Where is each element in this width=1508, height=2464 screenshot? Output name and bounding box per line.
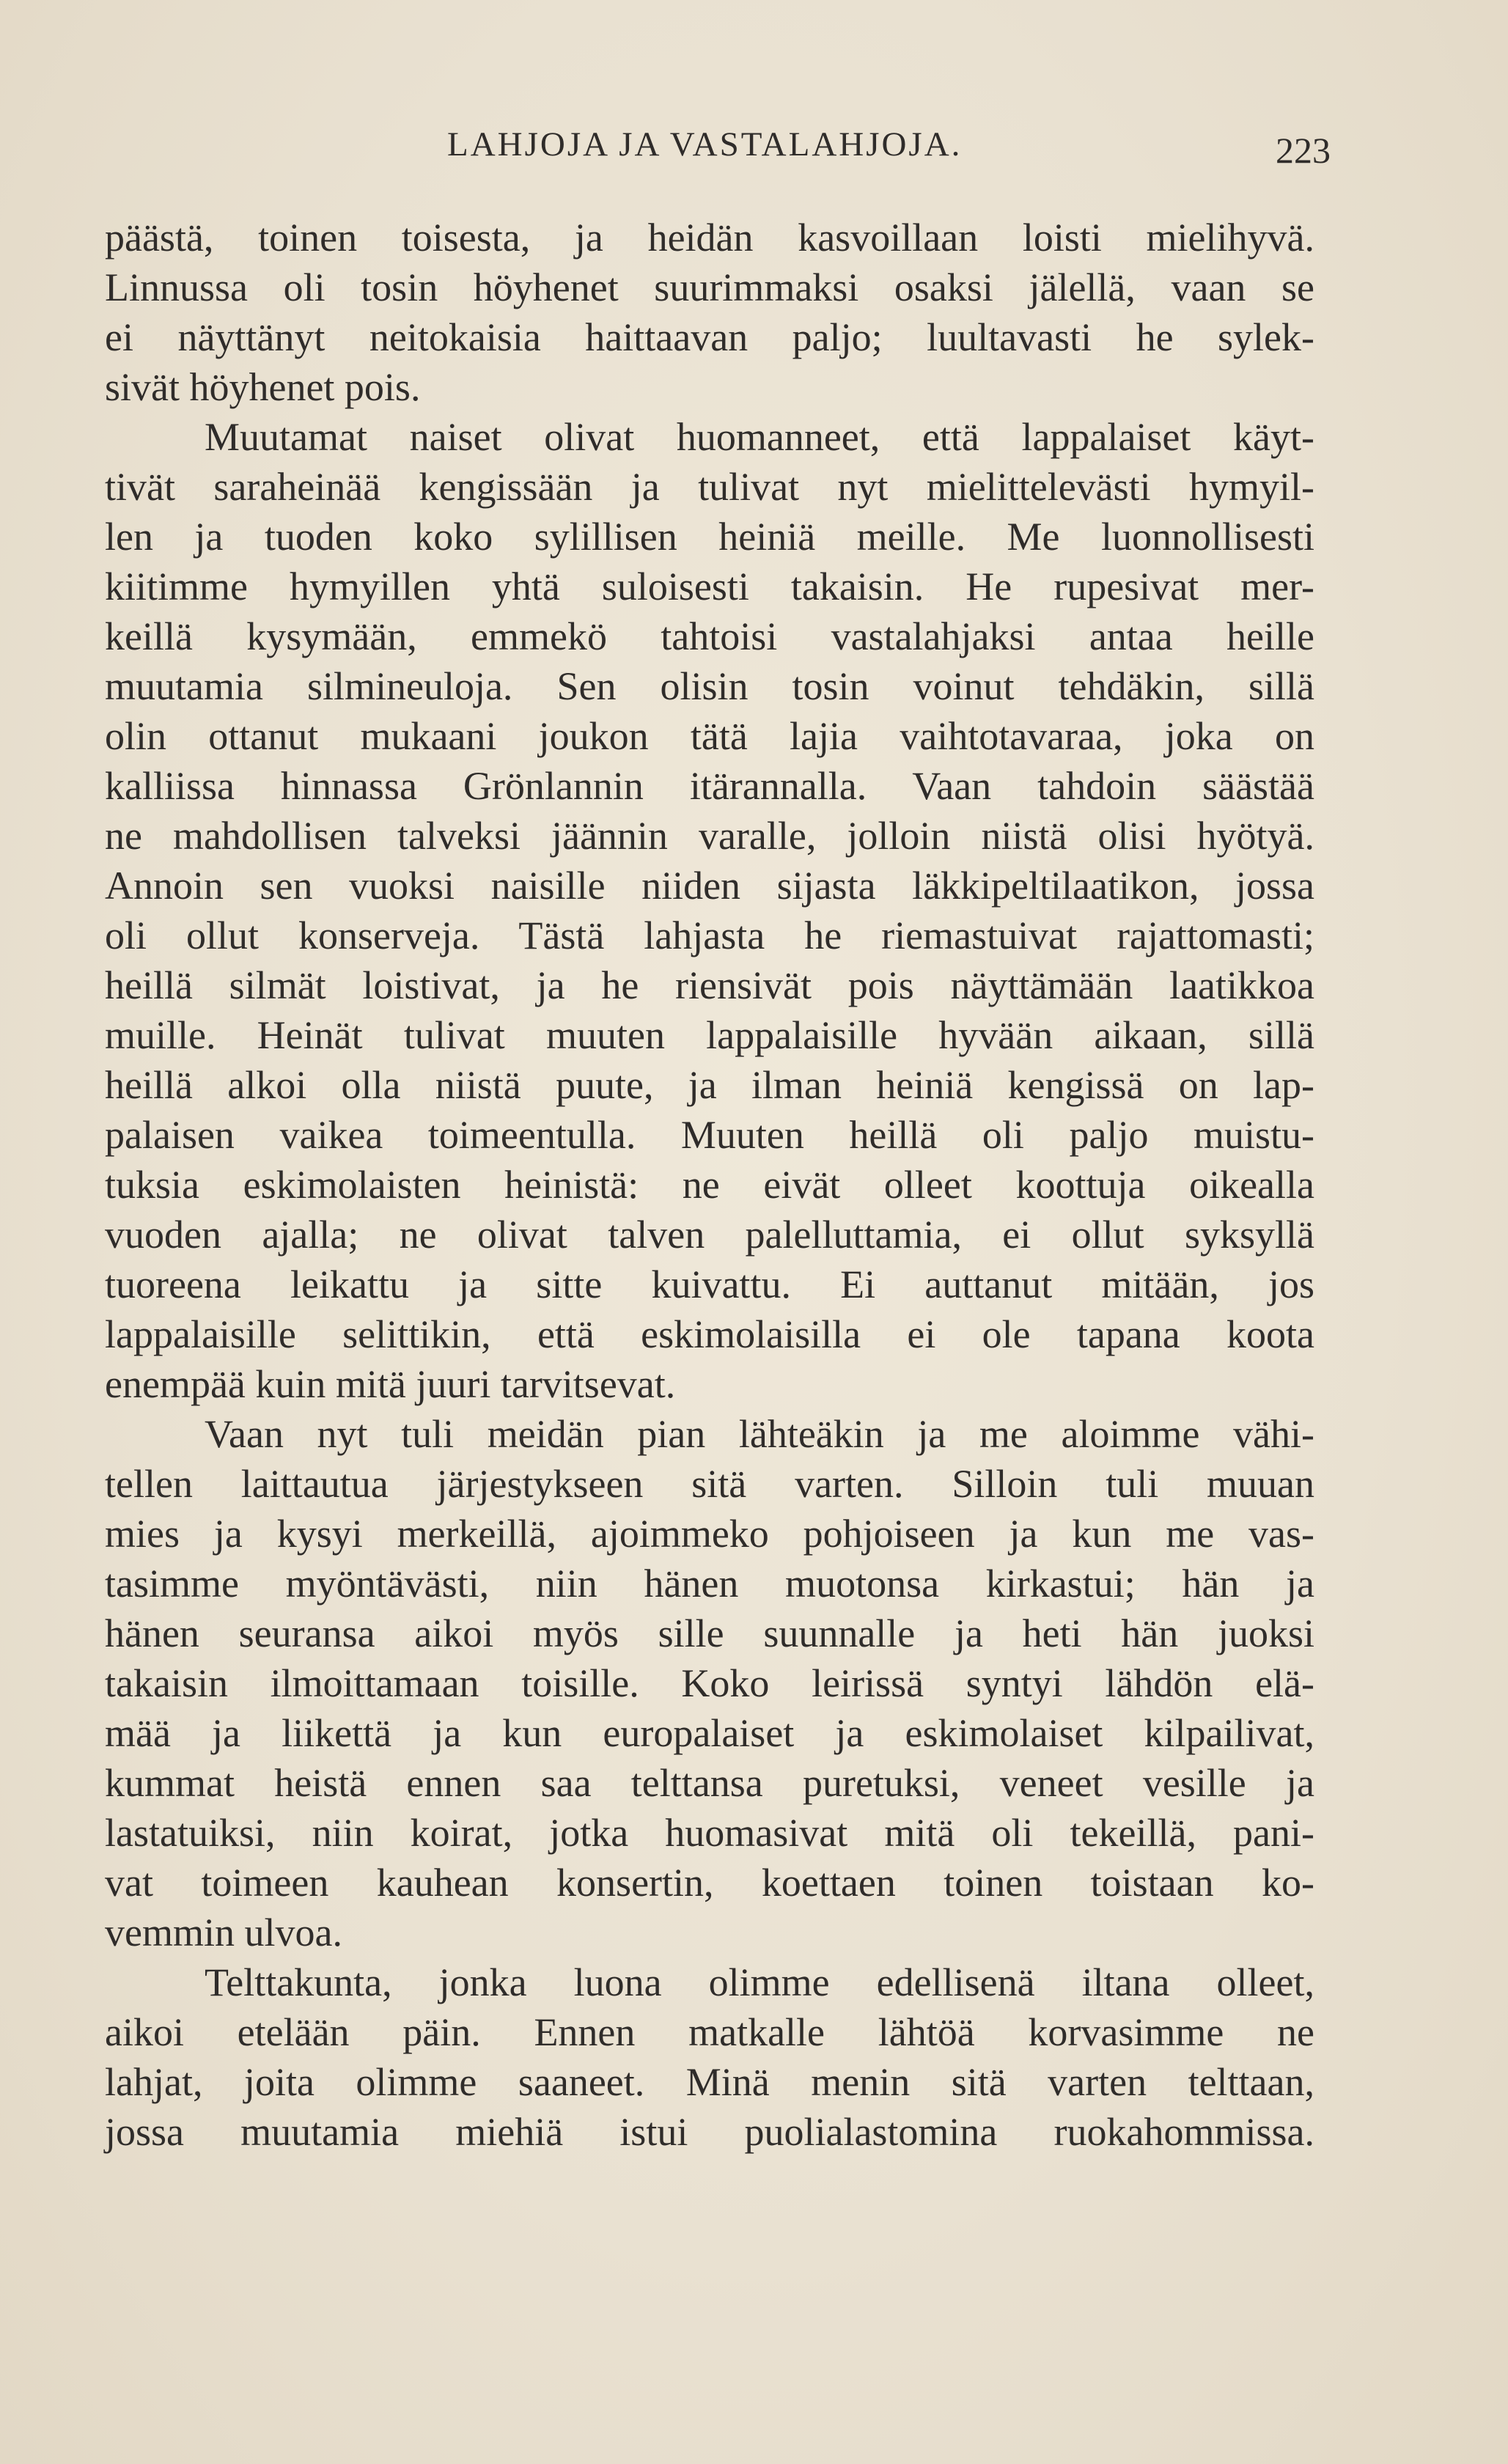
text-line: jossa muutamia miehiä istui puolialastomina ruokahommissa. <box>105 2110 1314 2154</box>
text-line: muutamia silmineuloja. Sen olisin tosin voinut tehdäkin, sillä <box>105 664 1314 708</box>
text-line: vuoden ajalla; ne olivat talven palelluttamia, ei ollut syksyllä <box>105 1213 1314 1257</box>
text-line: tuoreena leikattu ja sitte kuivattu. Ei auttanut mitään, jos <box>105 1262 1314 1306</box>
text-line: kummat heistä ennen saa telttansa puretuksi, veneet vesille ja <box>105 1761 1314 1805</box>
text-line: kiitimme hymyillen yhtä suloisesti takaisin. He rupesivat mer- <box>105 564 1314 608</box>
text-line: takaisin ilmoittamaan toisille. Koko leirissä syntyi lähdön elä- <box>105 1661 1314 1705</box>
text-line: hänen seuransa aikoi myös sille suunnalle ja heti hän juoksi <box>105 1611 1314 1655</box>
text-line: heillä silmät loistivat, ja he riensivät pois näyttämään laatikkoa <box>105 963 1314 1007</box>
text-line: päästä, toinen toisesta, ja heidän kasvoillaan loisti mielihyvä. <box>105 216 1314 260</box>
text-line: Vaan nyt tuli meidän pian lähteäkin ja me aloimme vähi- <box>205 1412 1314 1456</box>
text-line: heillä alkoi olla niistä puute, ja ilman heiniä kengissä on lap- <box>105 1063 1314 1107</box>
text-line: sivät höyhenet pois. <box>105 365 421 409</box>
text-line: mies ja kysyi merkeillä, ajoimmeko pohjoiseen ja kun me vas- <box>105 1512 1314 1556</box>
text-line: tivät saraheinää kengissään ja tulivat nyt mielittelevästi hymyil- <box>105 465 1314 509</box>
text-line: muille. Heinät tulivat muuten lappalaisille hyvään aikaan, sillä <box>105 1013 1314 1057</box>
text-line: keillä kysymään, emmekö tahtoisi vastalahjaksi antaa heille <box>105 614 1314 658</box>
text-line: mää ja liikettä ja kun europalaiset ja eskimolaiset kilpailivat, <box>105 1711 1314 1755</box>
text-line: vat toimeen kauhean konsertin, koettaen toinen toistaan ko- <box>105 1861 1314 1905</box>
text-line: len ja tuoden koko sylillisen heiniä meille. Me luonnollisesti <box>105 515 1314 559</box>
text-line: palaisen vaikea toimeentulla. Muuten heillä oli paljo muistu- <box>105 1113 1314 1157</box>
text-line: Telttakunta, jonka luona olimme edellisenä iltana olleet, <box>205 1960 1314 2004</box>
text-line: ne mahdollisen talveksi jäännin varalle, jolloin niistä olisi hyötyä. <box>105 814 1314 858</box>
text-line: Annoin sen vuoksi naisille niiden sijasta läkkipeltilaatikon, jossa <box>105 864 1314 908</box>
text-line: Muutamat naiset olivat huomanneet, että lappalaiset käyt- <box>205 415 1314 459</box>
text-line: olin ottanut mukaani joukon tätä lajia vaihtotavaraa, joka on <box>105 714 1314 758</box>
text-line: tasimme myöntävästi, niin hänen muotonsa kirkastui; hän ja <box>105 1562 1314 1606</box>
text-line: tuksia eskimolaisten heinistä: ne eivät olleet koottuja oikealla <box>105 1163 1314 1207</box>
text-line: lahjat, joita olimme saaneet. Minä menin sitä varten telttaan, <box>105 2060 1314 2104</box>
page-number: 223 <box>1276 130 1331 171</box>
text-line: lastatuiksi, niin koirat, jotka huomasivat mitä oli tekeillä, pani- <box>105 1811 1314 1855</box>
text-line: tellen laittautua järjestykseen sitä varten. Silloin tuli muuan <box>105 1462 1314 1506</box>
text-line: ei näyttänyt neitokaisia haittaavan paljo; luultavasti he sylek- <box>105 315 1314 359</box>
text-line: oli ollut konserveja. Tästä lahjasta he riemastuivat rajattomasti; <box>105 913 1314 957</box>
running-head: LAHJOJA JA VASTALAHJOJA. <box>447 125 963 163</box>
text-line: aikoi etelään päin. Ennen matkalle lähtöä korvasimme ne <box>105 2010 1314 2054</box>
text-line: kalliissa hinnassa Grönlannin itärannalla. Vaan tahdoin säästää <box>105 764 1314 808</box>
text-line: lappalaisille selittikin, että eskimolaisilla ei ole tapana koota <box>105 1312 1314 1356</box>
text-line: vemmin ulvoa. <box>105 1910 342 1954</box>
text-line: enempää kuin mitä juuri tarvitsevat. <box>105 1362 676 1406</box>
text-line: Linnussa oli tosin höyhenet suurimmaksi osaksi jälellä, vaan se <box>105 265 1314 309</box>
